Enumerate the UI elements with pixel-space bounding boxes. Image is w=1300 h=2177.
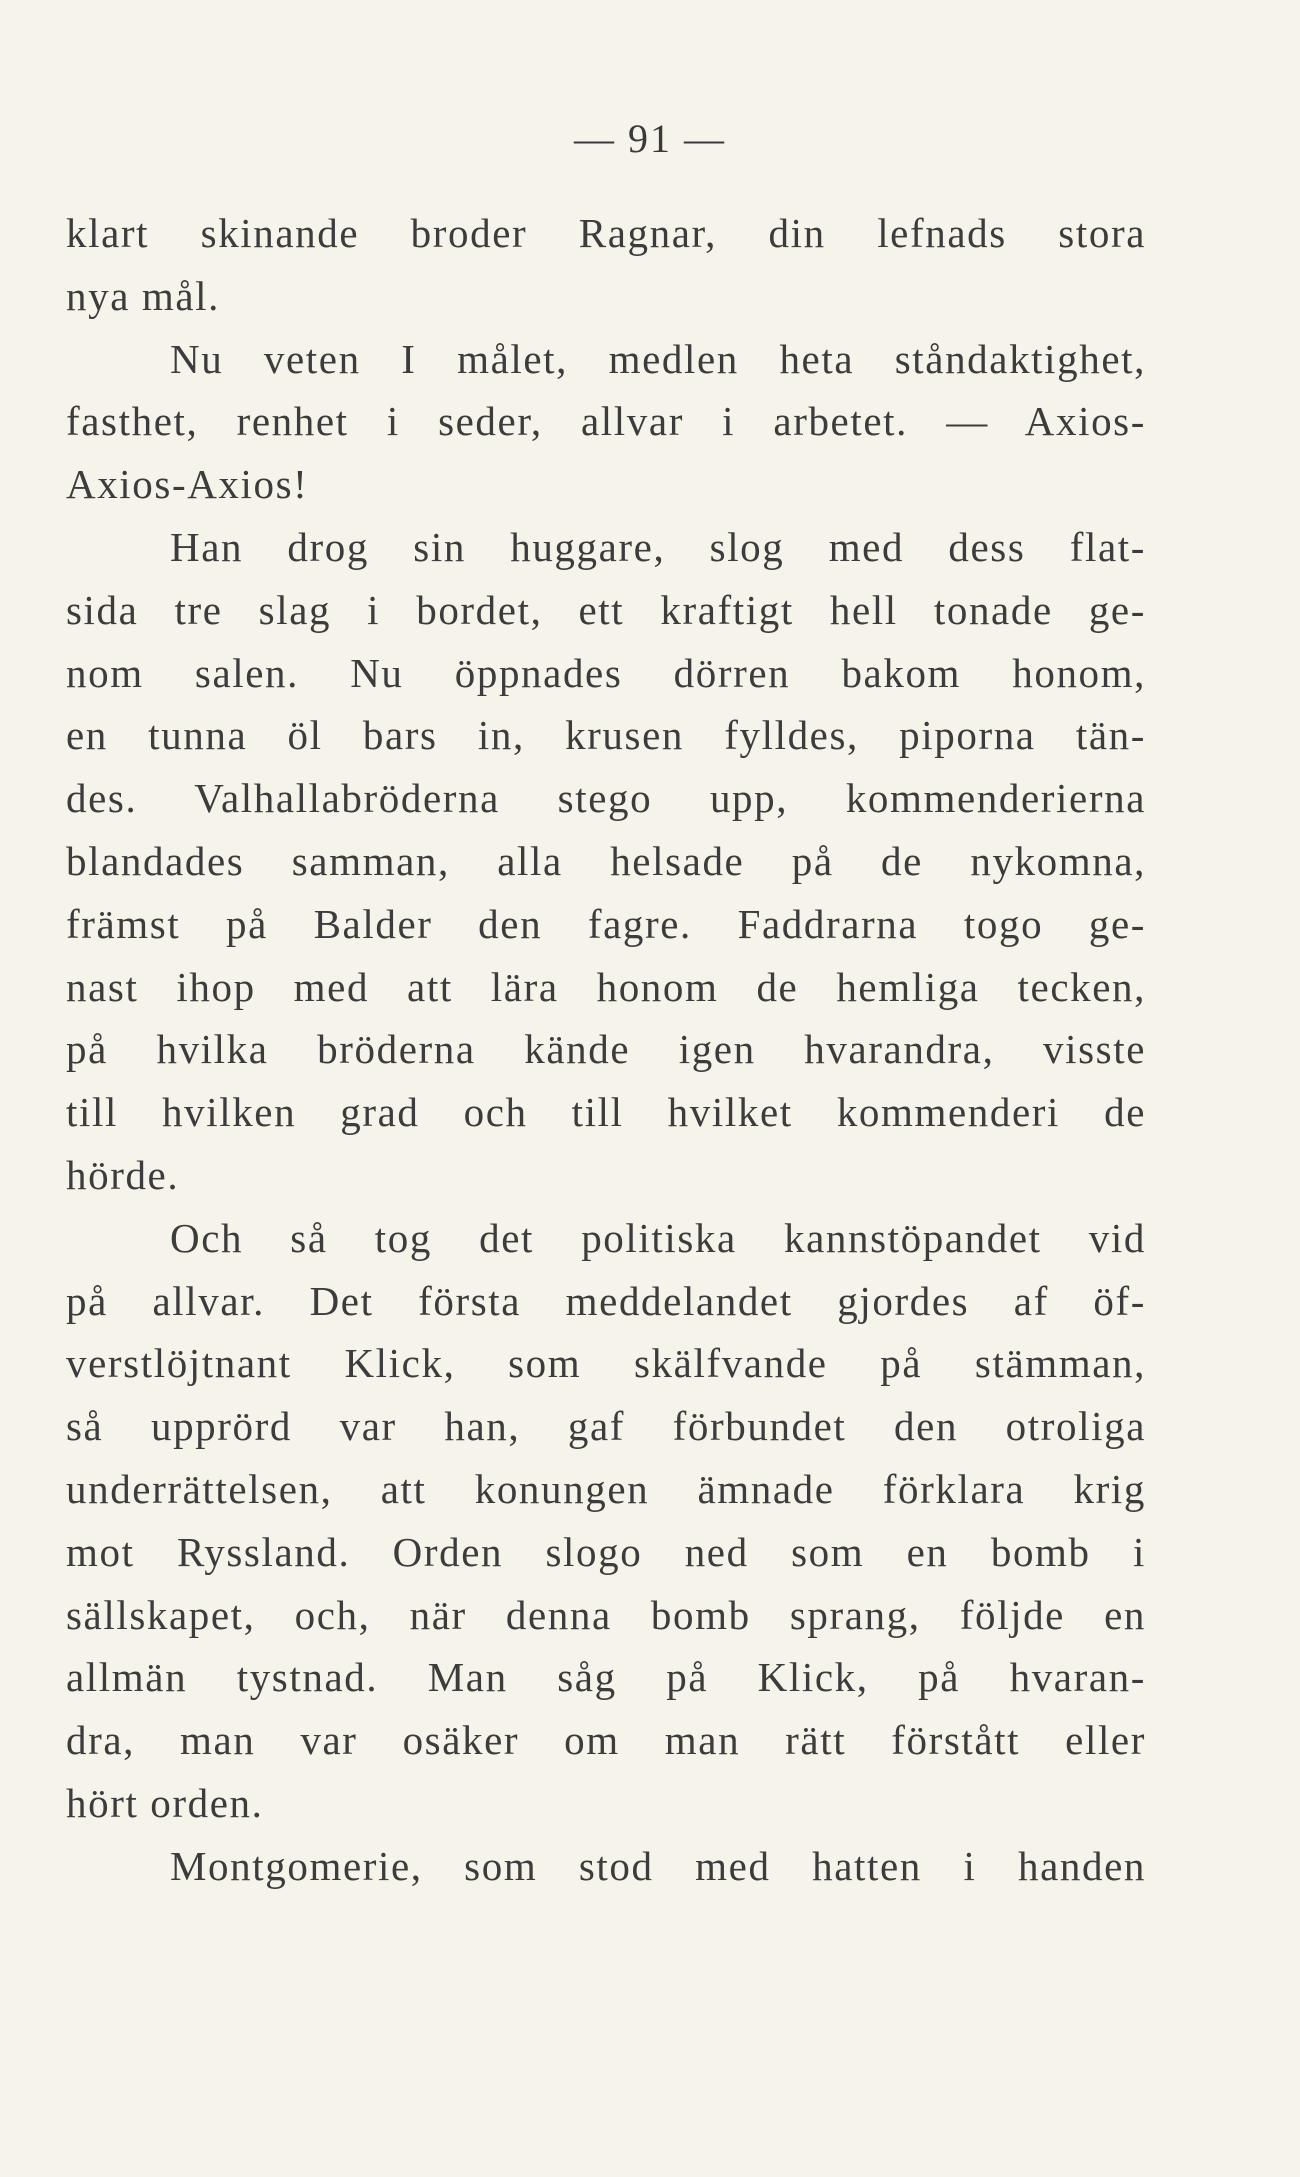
text-line: nom salen. Nu öppnades dörren bakom honom, (66, 649, 1146, 696)
text-line: på hvilka bröderna kände igen hvarandra, visste (66, 1026, 1146, 1073)
text-line: på allvar. Det första meddelandet gjordes af öf- (66, 1277, 1146, 1324)
text-line: hört orden. (66, 1779, 264, 1826)
text-line: nya mål. (66, 272, 220, 319)
text-line: verstlöjtnant Klick, som skälfvande på stämman, (66, 1340, 1146, 1387)
text-line: des. Valhallabröderna stego upp, kommenderierna (66, 775, 1146, 822)
text-line: underrättelsen, att konungen ämnade förklara krig (66, 1465, 1146, 1512)
text-line: mot Ryssland. Orden slogo ned som en bomb i (66, 1528, 1146, 1575)
text-line: allmän tystnad. Man såg på Klick, på hvaran- (66, 1654, 1146, 1701)
body-text (66, 202, 1146, 1898)
text-line: klart skinande broder Ragnar, din lefnads stora (66, 210, 1146, 256)
text-line: Han drog sin huggare, slog med dess flat- (170, 523, 1146, 570)
page-number: — 91 — (574, 116, 726, 161)
text-line: till hvilken grad och till hvilket kommenderi de (66, 1089, 1146, 1136)
text-line: Montgomerie, som stod med hatten i handen (170, 1842, 1146, 1889)
text-line: Och så tog det politiska kannstöpandet vid (170, 1214, 1146, 1261)
text-line: Nu veten I målet, medlen heta ståndaktighet, (170, 335, 1146, 382)
text-line: en tunna öl bars in, krusen fylldes, piporna tän- (66, 712, 1146, 759)
text-line: främst på Balder den fagre. Faddrarna togo ge- (66, 900, 1146, 947)
text-line: så upprörd var han, gaf förbundet den otroliga (66, 1403, 1146, 1450)
text-line: dra, man var osäker om man rätt förstått eller (66, 1717, 1146, 1764)
text-line: hörde. (66, 1151, 180, 1198)
text-line: fasthet, renhet i seder, allvar i arbetet. — Axios- (66, 398, 1146, 445)
text-line: blandades samman, alla helsade på de nykomna, (66, 837, 1146, 884)
text-line: Axios-Axios! (66, 461, 309, 508)
text-line: sida tre slag i bordet, ett kraftigt hell tonade ge- (66, 586, 1146, 633)
text-line: nast ihop med att lära honom de hemliga tecken, (66, 963, 1146, 1010)
text-line: sällskapet, och, när denna bomb sprang, följde en (66, 1591, 1146, 1638)
